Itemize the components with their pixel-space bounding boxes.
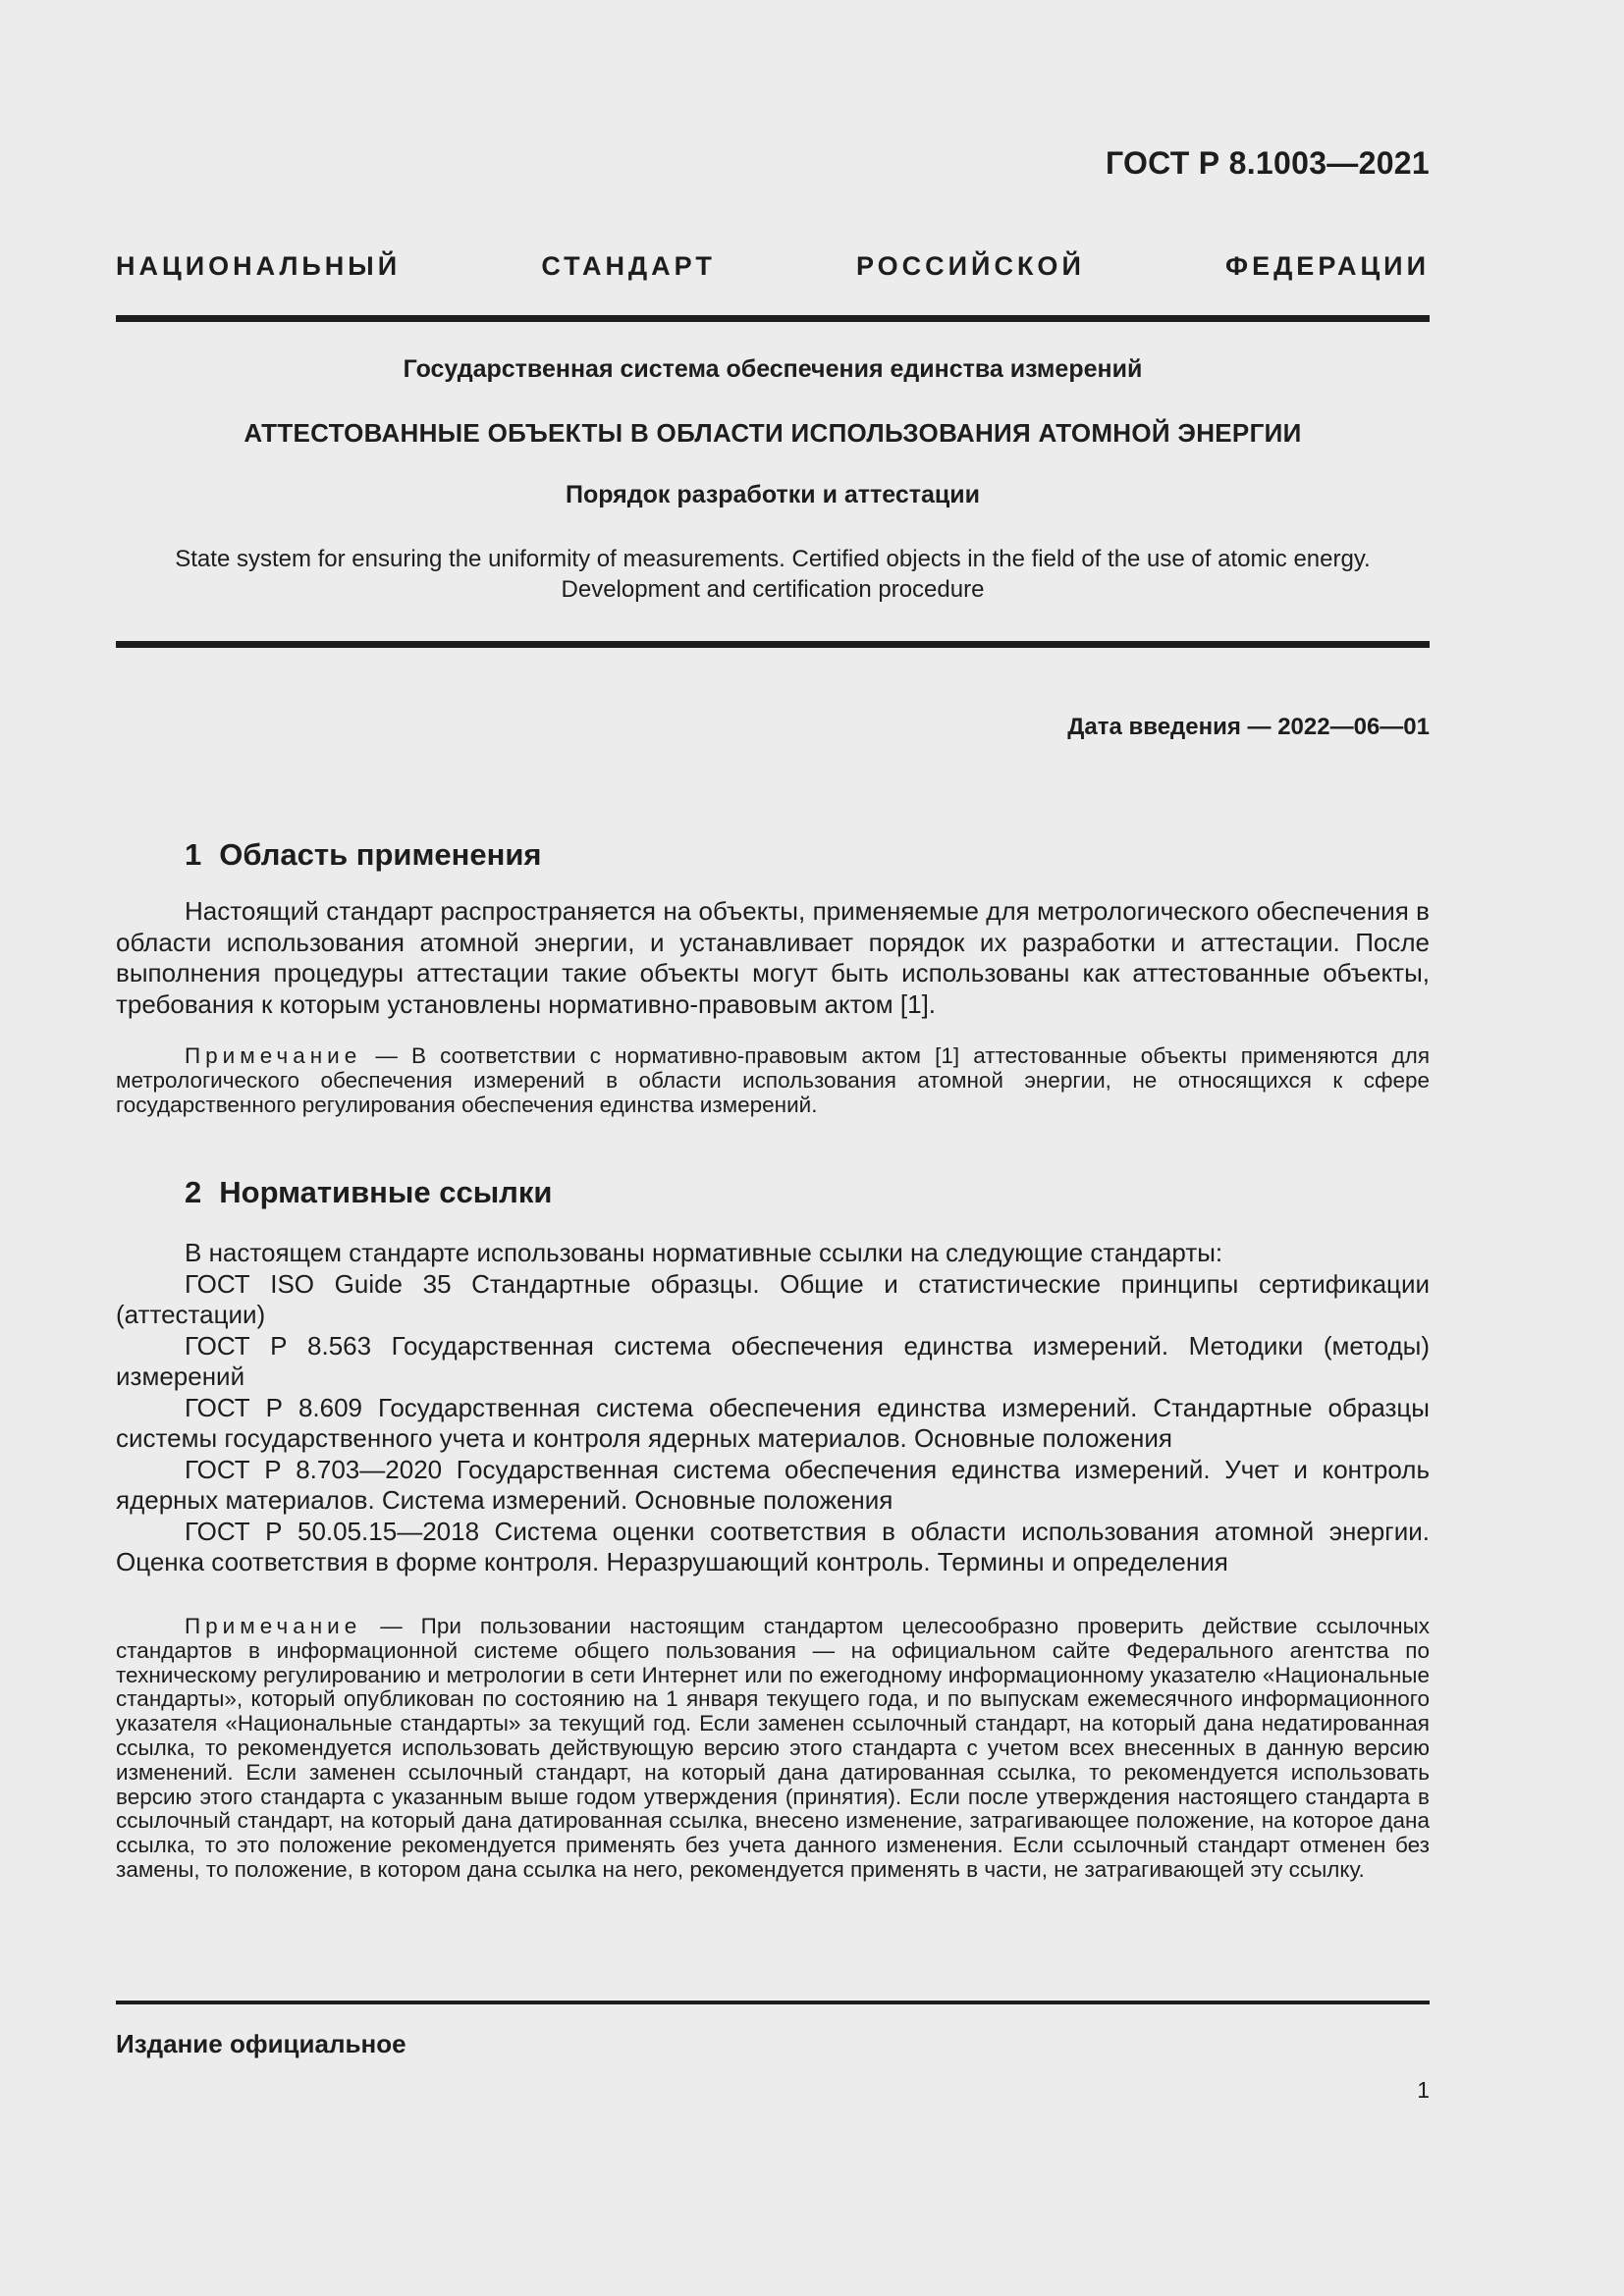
official-edition: Издание официальное bbox=[116, 2029, 406, 2058]
note-text: — При пользовании настоящим стандартом целесообразно проверить действие ссылочных стандартов в информационной системе общего пользования — на официальном сайте Федерального агентства по техническому регулированию и метрологии в сети Интернет или по ежегодному информационному указателю «Национальные стандарты», который опубликован по состоянию на 1 января текущего года, и по выпускам ежемесячного информационного указателя «Национальные стандарты» за текущий год. Если заменен ссылочный стандарт, на который дана недатированная ссылка, то рекомендуется использовать действующую версию этого стандарта с учетом всех внесенных в данную версию изменений. Если заменен ссылочный стандарт, на который дана датированная ссылка, то рекомендуется использовать версию этого стандарта с указанным выше годом утверждения (принятия). Если после утверждения настоящего стандарта в ссылочный стандарт, на который дана датированная ссылка, внесено изменение, затрагивающее положение, на которое дана ссылка, то это положение рекомендуется применять без учета данного изменения. Если ссылочный стандарт отменен без замены, то положение, в котором дана ссылка на него, рекомендуется применять в части, не затрагивающей эту ссылку. bbox=[116, 1614, 1430, 1882]
reference-item: ГОСТ ISO Guide 35 Стандартные образцы. Общие и статистические принципы сертификации (аттестации) bbox=[116, 1268, 1430, 1329]
english-title bbox=[116, 544, 1430, 605]
section-2-number: 2 bbox=[185, 1175, 202, 1209]
page-number: 1 bbox=[1417, 2077, 1430, 2103]
english-title-line-1: State system for ensuring the uniformity of measurements. Certified objects in the field of the use of atomic energy. bbox=[175, 546, 1371, 572]
note-label: Примечание bbox=[185, 1614, 362, 1638]
section-1-paragraph: Настоящий стандарт распространяется на объекты, применяемые для метрологического обеспечения в области использования атомной энергии, и устанавливает порядок их разработки и аттестации. После выполнения процедуры аттестации такие объекты могут быть использованы как аттестованные объекты, требования к которым установлены нормативно-правовым актом [1]. bbox=[116, 896, 1430, 1019]
section-2-intro: В настоящем стандарте использованы нормативные ссылки на следующие стандарты: bbox=[185, 1238, 1223, 1267]
top-divider bbox=[116, 315, 1430, 322]
title-divider bbox=[116, 641, 1430, 648]
section-1-note bbox=[116, 1044, 1430, 1117]
system-title: Государственная система обеспечения единства измерений bbox=[403, 355, 1143, 383]
introduction-date: Дата введения — 2022—06—01 bbox=[1067, 714, 1430, 740]
subtitle: Порядок разработки и аттестации bbox=[565, 481, 981, 508]
reference-item: ГОСТ Р 8.609 Государственная система обеспечения единства измерений. Стандартные образцы системы государственного учета и контроля ядерных материалов. Основные положения bbox=[116, 1392, 1430, 1453]
note-text: — В соответствии с нормативно-правовым актом [1] аттестованные объекты применяются для метрологического обеспечения измерений в области использования атомной энергии, не относящихся к сфере государственного регулирования обеспечения единства измерений. bbox=[116, 1043, 1430, 1117]
note-label: Примечание bbox=[185, 1043, 362, 1068]
reference-item: ГОСТ Р 8.703—2020 Государственная система обеспечения единства измерений. Учет и контроль ядерных материалов. Система измерений. Основные положения bbox=[116, 1454, 1430, 1515]
section-1-body bbox=[116, 896, 1430, 1020]
english-title-line-2: Development and certification procedure bbox=[561, 576, 985, 603]
section-2-body bbox=[116, 1238, 1430, 1578]
main-title: АТТЕСТОВАННЫЕ ОБЪЕКТЫ В ОБЛАСТИ ИСПОЛЬЗОВАНИЯ АТОМНОЙ ЭНЕРГИИ bbox=[244, 418, 1302, 448]
section-1-title: Область применения bbox=[219, 837, 542, 872]
document-code: ГОСТ Р 8.1003—2021 bbox=[1105, 145, 1430, 181]
section-2-note bbox=[116, 1615, 1430, 1883]
reference-item: ГОСТ Р 50.05.15—2018 Система оценки соответствия в области использования атомной энергии. Оценка соответствия в форме контроля. Неразрушающий контроль. Термины и определения bbox=[116, 1516, 1430, 1576]
reference-item: ГОСТ Р 8.563 Государственная система обеспечения единства измерений. Методики (методы) измерений bbox=[116, 1330, 1430, 1391]
section-1-heading bbox=[116, 837, 1430, 873]
footer-divider bbox=[116, 2001, 1430, 2004]
national-standard-heading: НАЦИОНАЛЬНЫЙ СТАНДАРТ РОССИЙСКОЙ ФЕДЕРАЦИИ bbox=[116, 251, 1430, 281]
section-2-title: Нормативные ссылки bbox=[219, 1175, 553, 1209]
document-page bbox=[116, 0, 1430, 2296]
section-1-number: 1 bbox=[185, 837, 202, 872]
section-2-heading bbox=[116, 1175, 1430, 1210]
